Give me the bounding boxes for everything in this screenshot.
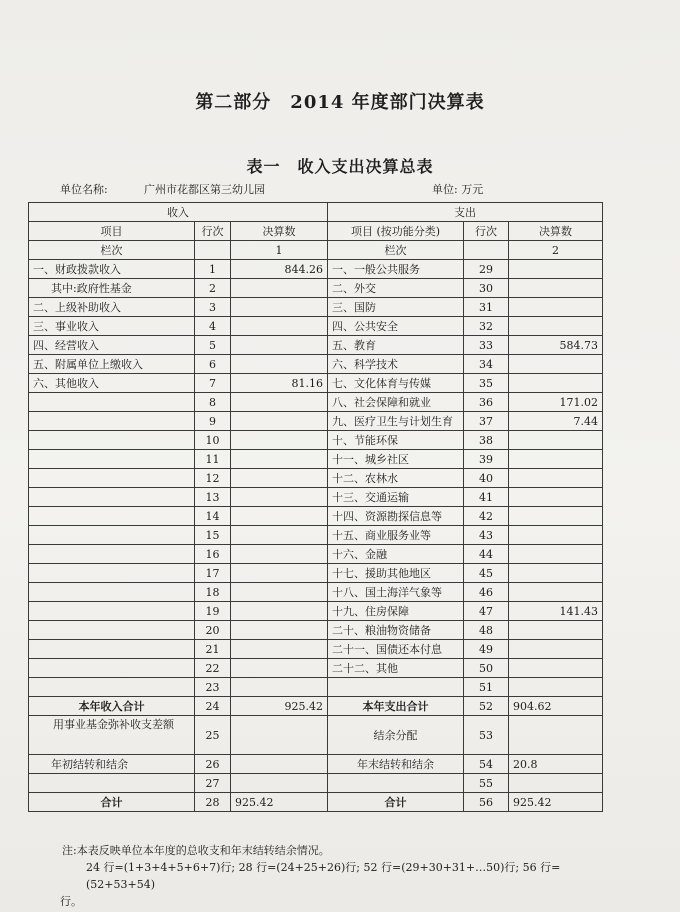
income-item (29, 431, 195, 450)
grand-total-row-no-left: 28 (195, 793, 231, 812)
note-line-3: 行。 (60, 895, 82, 908)
expense-item: 二十一、国债还本付息 (328, 640, 464, 659)
table-row (29, 507, 603, 526)
fund-label: 用事业基金弥补收支差额 (29, 716, 195, 755)
carryover-row (29, 755, 603, 774)
table-row (29, 317, 603, 336)
income-amount (231, 621, 328, 640)
income-item (29, 602, 195, 621)
blank-row (29, 774, 603, 793)
income-amount: 81.16 (231, 374, 328, 393)
income-amount (231, 583, 328, 602)
expense-amount: 141.43 (509, 602, 603, 621)
income-row-no: 8 (195, 393, 231, 412)
expense-row-no: 30 (464, 279, 509, 298)
surplus-row-no: 53 (464, 716, 509, 755)
income-amount (231, 469, 328, 488)
expense-amount: 7.44 (509, 412, 603, 431)
income-item (29, 659, 195, 678)
income-item (29, 450, 195, 469)
expense-amount (509, 298, 603, 317)
table-title: 表一 收入支出决算总表 (246, 157, 434, 176)
expense-amount (509, 526, 603, 545)
expense-row-no: 45 (464, 564, 509, 583)
blank-row-no-left: 27 (195, 774, 231, 793)
end-carryover-value: 20.8 (509, 755, 603, 774)
grand-total-value-left: 925.42 (231, 793, 328, 812)
income-row-no: 2 (195, 279, 231, 298)
income-row-no: 9 (195, 412, 231, 431)
amount-header: 决算数 (231, 222, 328, 241)
income-amount (231, 336, 328, 355)
expense-amount (509, 583, 603, 602)
fund-row-no: 25 (195, 716, 231, 755)
income-item: 六、其他收入 (29, 374, 195, 393)
expense-amount (509, 640, 603, 659)
income-amount (231, 678, 328, 697)
expense-item: 九、医疗卫生与计划生育 (328, 412, 464, 431)
row-no-header-right: 行次 (464, 222, 509, 241)
expense-item: 十六、金融 (328, 545, 464, 564)
income-row-no: 19 (195, 602, 231, 621)
income-item (29, 564, 195, 583)
income-row-no: 15 (195, 526, 231, 545)
income-amount (231, 431, 328, 450)
income-amount (231, 659, 328, 678)
expense-amount (509, 507, 603, 526)
income-item: 五、附属单位上缴收入 (29, 355, 195, 374)
expense-item: 十一、城乡社区 (328, 450, 464, 469)
amount-header-right: 决算数 (509, 222, 603, 241)
income-item (29, 526, 195, 545)
col-label-right: 栏次 (328, 241, 464, 260)
income-row-no: 6 (195, 355, 231, 374)
surplus-label: 结余分配 (328, 716, 464, 755)
begin-carryover-label: 年初结转和结余 (29, 755, 195, 774)
income-item (29, 507, 195, 526)
column-header-row (29, 222, 603, 241)
income-item (29, 488, 195, 507)
expense-amount (509, 374, 603, 393)
expense-row-no: 42 (464, 507, 509, 526)
table-row (29, 659, 603, 678)
end-carryover-row-no: 54 (464, 755, 509, 774)
expense-amount (509, 545, 603, 564)
income-item: 三、事业收入 (29, 317, 195, 336)
income-amount (231, 640, 328, 659)
expense-row-no: 50 (464, 659, 509, 678)
table-row (29, 640, 603, 659)
expense-amount (509, 450, 603, 469)
expense-amount (509, 659, 603, 678)
expense-item: 十五、商业服务业等 (328, 526, 464, 545)
expense-total-label: 本年支出合计 (328, 697, 464, 716)
expense-row-no: 33 (464, 336, 509, 355)
income-total-value: 925.42 (231, 697, 328, 716)
note-line-1: 注:本表反映单位本年度的总收支和年末结转结余情况。 (62, 844, 330, 857)
expense-item: 四、公共安全 (328, 317, 464, 336)
item-func-header: 项目 (按功能分类) (328, 222, 464, 241)
income-amount (231, 526, 328, 545)
expense-item: 三、国防 (328, 298, 464, 317)
grand-total-row (29, 793, 603, 812)
table-row (29, 355, 603, 374)
expense-total-value: 904.62 (509, 697, 603, 716)
income-amount (231, 545, 328, 564)
expense-row-no: 37 (464, 412, 509, 431)
expense-item: 一、一般公共服务 (328, 260, 464, 279)
income-item (29, 678, 195, 697)
income-item (29, 583, 195, 602)
expense-item: 七、文化体育与传媒 (328, 374, 464, 393)
income-item (29, 640, 195, 659)
table-row (29, 469, 603, 488)
expense-item: 十九、住房保障 (328, 602, 464, 621)
unit-name: 广州市花都区第三幼儿园 (144, 183, 265, 196)
income-amount (231, 488, 328, 507)
income-item: 一、财政拨款收入 (29, 260, 195, 279)
income-amount: 844.26 (231, 260, 328, 279)
expense-item: 六、科学技术 (328, 355, 464, 374)
expense-amount (509, 260, 603, 279)
income-expense-table (28, 202, 603, 812)
expense-item: 二十、粮油物资储备 (328, 621, 464, 640)
expense-row-no: 43 (464, 526, 509, 545)
item-header: 项目 (29, 222, 195, 241)
income-row-no: 14 (195, 507, 231, 526)
table-row (29, 621, 603, 640)
expense-item: 十三、交通运输 (328, 488, 464, 507)
expense-row-no: 44 (464, 545, 509, 564)
begin-carryover-row-no: 26 (195, 755, 231, 774)
income-amount (231, 602, 328, 621)
expense-row-no: 41 (464, 488, 509, 507)
income-total-row-no: 24 (195, 697, 231, 716)
income-item (29, 412, 195, 431)
income-item (29, 393, 195, 412)
expense-amount (509, 317, 603, 336)
col-number-right: 2 (509, 241, 603, 260)
table-row (29, 279, 603, 298)
table-row (29, 298, 603, 317)
table-row (29, 431, 603, 450)
income-amount (231, 317, 328, 336)
table-row (29, 488, 603, 507)
expense-item (328, 678, 464, 697)
expense-amount (509, 431, 603, 450)
grand-total-row-no-right: 56 (464, 793, 509, 812)
end-carryover-label: 年末结转和结余 (328, 755, 464, 774)
currency-unit: 单位: 万元 (432, 183, 484, 196)
income-row-no: 13 (195, 488, 231, 507)
income-amount (231, 298, 328, 317)
grand-total-label-left: 合计 (29, 793, 195, 812)
expense-row-no: 40 (464, 469, 509, 488)
expense-row-no: 36 (464, 393, 509, 412)
expense-item: 二、外交 (328, 279, 464, 298)
income-amount (231, 393, 328, 412)
table-row (29, 450, 603, 469)
income-row-no: 1 (195, 260, 231, 279)
income-item (29, 469, 195, 488)
income-amount (231, 450, 328, 469)
expense-header: 支出 (328, 203, 603, 222)
income-amount (231, 564, 328, 583)
income-row-no: 17 (195, 564, 231, 583)
table-row (29, 260, 603, 279)
income-row-no: 3 (195, 298, 231, 317)
income-item: 其中:政府性基金 (29, 279, 195, 298)
col-number-left: 1 (231, 241, 328, 260)
blank-row-no-right: 55 (464, 774, 509, 793)
expense-row-no: 48 (464, 621, 509, 640)
table-row (29, 564, 603, 583)
fund-row (29, 716, 603, 755)
table-row (29, 336, 603, 355)
expense-amount (509, 279, 603, 298)
income-row-no: 4 (195, 317, 231, 336)
income-amount (231, 412, 328, 431)
expense-amount (509, 564, 603, 583)
table-row (29, 545, 603, 564)
expense-row-no: 39 (464, 450, 509, 469)
section-header-row (29, 203, 603, 222)
expense-amount (509, 488, 603, 507)
income-amount (231, 355, 328, 374)
income-row-no: 12 (195, 469, 231, 488)
income-amount (231, 507, 328, 526)
expense-amount: 584.73 (509, 336, 603, 355)
grand-total-label-right: 合计 (328, 793, 464, 812)
expense-amount (509, 621, 603, 640)
expense-item: 十四、资源勘探信息等 (328, 507, 464, 526)
expense-item: 十七、援助其他地区 (328, 564, 464, 583)
note-line-2: 24 行=(1+3+4+5+6+7)行; 28 行=(24+25+26)行; 52 行=(29+30+31+…50)行; 56 行=(52+53+54) (86, 861, 561, 891)
expense-row-no: 38 (464, 431, 509, 450)
col-label-left: 栏次 (29, 241, 195, 260)
income-row-no: 21 (195, 640, 231, 659)
expense-item: 二十二、其他 (328, 659, 464, 678)
income-item (29, 545, 195, 564)
expense-row-no: 35 (464, 374, 509, 393)
expense-row-no: 47 (464, 602, 509, 621)
table-notes (62, 842, 622, 910)
income-row-no: 18 (195, 583, 231, 602)
expense-row-no: 29 (464, 260, 509, 279)
page-title: 第二部分 2014 年度部门决算表 (195, 92, 485, 113)
income-item (29, 621, 195, 640)
expense-row-no: 49 (464, 640, 509, 659)
table-row (29, 393, 603, 412)
expense-item: 十二、农林水 (328, 469, 464, 488)
year-total-row (29, 697, 603, 716)
table-row (29, 678, 603, 697)
table-row (29, 526, 603, 545)
expense-item: 十、节能环保 (328, 431, 464, 450)
expense-row-no: 32 (464, 317, 509, 336)
expense-item: 八、社会保障和就业 (328, 393, 464, 412)
income-row-no: 11 (195, 450, 231, 469)
table-row (29, 602, 603, 621)
income-item: 二、上级补助收入 (29, 298, 195, 317)
income-row-no: 16 (195, 545, 231, 564)
income-item: 四、经营收入 (29, 336, 195, 355)
income-row-no: 22 (195, 659, 231, 678)
income-row-no: 20 (195, 621, 231, 640)
income-row-no: 10 (195, 431, 231, 450)
table-row (29, 374, 603, 393)
grand-total-value-right: 925.42 (509, 793, 603, 812)
expense-amount: 171.02 (509, 393, 603, 412)
expense-item: 十八、国土海洋气象等 (328, 583, 464, 602)
expense-row-no: 34 (464, 355, 509, 374)
expense-item: 五、教育 (328, 336, 464, 355)
expense-amount (509, 469, 603, 488)
income-row-no: 7 (195, 374, 231, 393)
income-header: 收入 (29, 203, 328, 222)
expense-total-row-no: 52 (464, 697, 509, 716)
expense-amount (509, 355, 603, 374)
unit-name-label: 单位名称: (60, 183, 108, 196)
expense-row-no: 31 (464, 298, 509, 317)
table-row (29, 583, 603, 602)
expense-row-no: 51 (464, 678, 509, 697)
expense-row-no: 46 (464, 583, 509, 602)
income-row-no: 5 (195, 336, 231, 355)
income-total-label: 本年收入合计 (29, 697, 195, 716)
row-no-header: 行次 (195, 222, 231, 241)
income-row-no: 23 (195, 678, 231, 697)
income-amount (231, 279, 328, 298)
table-row (29, 412, 603, 431)
column-number-row (29, 241, 603, 260)
expense-amount (509, 678, 603, 697)
